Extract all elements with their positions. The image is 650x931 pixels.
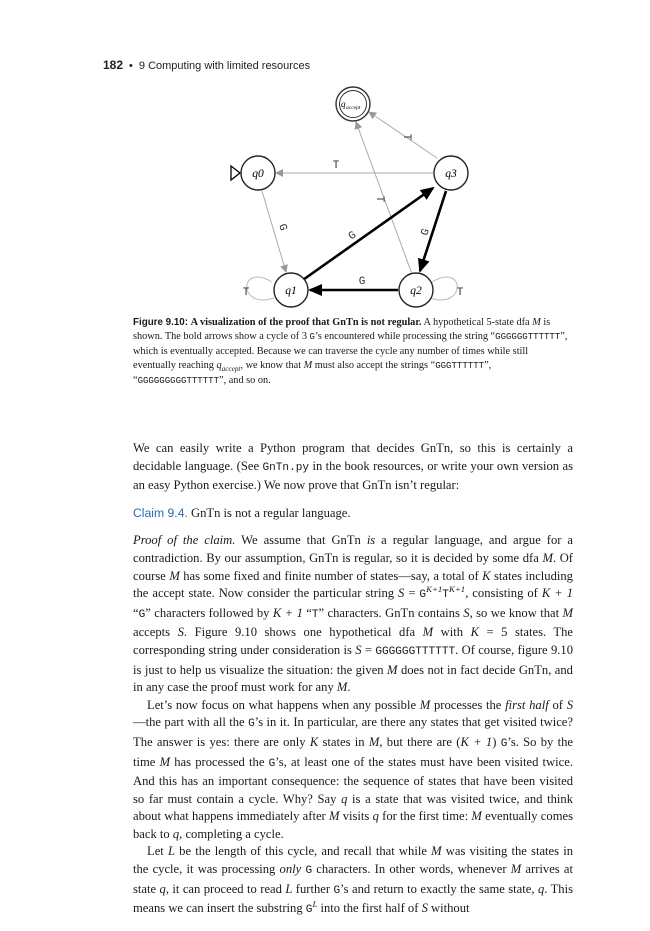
- caption-text: must also accept the strings “: [312, 360, 436, 372]
- text: We assume that GnTn: [235, 533, 367, 548]
- figure-label: Figure 9.10:: [133, 317, 188, 328]
- text: We can easily write a Python program that decides GnTn, so this is certainly a decidable language. (See: [133, 441, 573, 473]
- var: M: [328, 809, 340, 824]
- code: G: [248, 718, 255, 731]
- caption-text: A hypothetical 5-state dfa: [421, 317, 533, 328]
- text: for the first time:: [378, 809, 472, 824]
- state-q3: [434, 156, 468, 190]
- text: , so we know that: [469, 605, 563, 620]
- var: q: [341, 791, 348, 806]
- caption-code: GGGTTTTTT: [435, 360, 485, 372]
- file-name: GnTn.py: [262, 461, 310, 474]
- caption-text: ’s encountered while processing the string “: [314, 331, 496, 343]
- code: G: [305, 904, 313, 917]
- var: M: [471, 809, 482, 824]
- label-q2-q2: T: [456, 287, 464, 299]
- state-accept-label: q: [341, 99, 346, 109]
- label-q0-q1: G: [275, 222, 289, 233]
- text: does not in fact decide GnTn, and in any case the proof must work for any: [133, 662, 573, 695]
- caption-code: GGGGGGTTTTTT: [495, 331, 561, 343]
- state-q2-label: q2: [410, 285, 422, 297]
- var: K + 1: [460, 734, 493, 749]
- text: in the book resources, or write your own version as an easy Python exercise.) We now prove that GnTn isn’t regular:: [133, 458, 573, 493]
- text: ” characters. GnTn contains: [318, 605, 464, 620]
- state-q1: [274, 273, 308, 307]
- text: Let: [147, 844, 168, 859]
- text: , consisting of: [465, 586, 542, 601]
- code: T: [442, 589, 449, 602]
- text: characters. In other words, whenever: [312, 862, 511, 877]
- text: further: [292, 881, 334, 896]
- code: G: [138, 608, 146, 621]
- caption-var: M: [532, 317, 541, 328]
- var: M: [510, 862, 522, 877]
- body-text: [133, 440, 573, 920]
- dfa-diagram: [0, 0, 650, 315]
- state-q1-label: q1: [285, 285, 297, 297]
- code: G: [305, 865, 313, 878]
- var: K: [482, 568, 491, 583]
- text: was visiting the states in the cycle, it was processing: [133, 844, 574, 877]
- caption-code: GGGGGGGGGTTTTTT: [137, 374, 220, 386]
- var: L: [167, 844, 175, 859]
- caption-text: ”, and so on.: [219, 374, 271, 386]
- var: S: [355, 642, 362, 657]
- figure-caption: [133, 316, 573, 388]
- text: , it can proceed to read: [165, 881, 286, 896]
- claim-label: Claim 9.4.: [133, 505, 188, 520]
- caption-var: q: [216, 360, 222, 372]
- var: M: [422, 625, 434, 640]
- code: G: [333, 884, 341, 897]
- text: =: [404, 586, 420, 601]
- label-q1-q1: T: [242, 287, 250, 299]
- var: K + 1: [272, 605, 303, 620]
- text: processes the: [430, 697, 506, 712]
- header-separator: •: [129, 60, 133, 72]
- text: =: [361, 642, 376, 657]
- text: ’s, at least one of the states must have been visited twice. And this has an important consequence: the sequence of states that have been visited so far must contain a cycle. Why? Say: [133, 754, 573, 806]
- text: into the first half of: [317, 901, 422, 916]
- paragraph: [133, 440, 573, 495]
- proof-heading: Proof of the claim.: [133, 533, 236, 548]
- var: S: [463, 605, 470, 620]
- text: , but there are (: [379, 734, 461, 749]
- text: eventually comes back to: [133, 809, 573, 841]
- code: T: [311, 608, 319, 621]
- start-arrow: [231, 166, 240, 180]
- var: S: [398, 586, 405, 601]
- text: ’s and return to exactly the same state,: [340, 881, 538, 896]
- text: . Figure 9.10 shows one hypothetical dfa: [183, 625, 423, 640]
- state-accept: [336, 87, 370, 121]
- var: K+1: [426, 583, 443, 594]
- state-q2: [399, 273, 433, 307]
- emph: first half: [505, 697, 549, 712]
- var: S: [566, 697, 573, 712]
- text: with: [433, 625, 471, 640]
- var: S: [421, 901, 428, 916]
- state-q3-label: q3: [445, 168, 457, 180]
- text: Let’s now focus on what happens when any possible: [147, 697, 420, 712]
- caption-text: is shown. The bold arrows show a cycle of 3: [133, 317, 551, 343]
- state-q0: [241, 156, 275, 190]
- text: without: [427, 901, 470, 916]
- caption-text: , we know that: [240, 360, 304, 372]
- paragraph: [133, 532, 573, 696]
- caption-var: M: [303, 360, 313, 372]
- text: ’s. So by the time: [133, 734, 574, 769]
- edge-q0-q1: [262, 191, 289, 272]
- text: . Of course, figure 9.10 is just to help us visualize the situation: the given: [133, 642, 573, 677]
- text: “: [302, 605, 312, 620]
- text: is a state that was visited twice, and think about what happens immediately after: [133, 791, 573, 824]
- emph: is: [366, 533, 376, 548]
- code: G: [500, 737, 508, 750]
- text: ” characters followed by: [145, 605, 273, 620]
- text: has some fixed and finite number of states—say, a total of: [179, 568, 483, 583]
- emph: only: [279, 862, 302, 877]
- paragraph: [133, 697, 573, 844]
- text: of: [548, 697, 567, 712]
- claim-text: GnTn is not a regular language.: [187, 505, 351, 520]
- var: M: [562, 605, 574, 620]
- text: .: [347, 680, 351, 695]
- edge-q1-q3: [300, 188, 433, 282]
- var: M: [159, 754, 171, 769]
- text: visits: [339, 809, 373, 824]
- var: M: [542, 550, 553, 565]
- text: states including the accept state. Now consider the particular string: [133, 568, 573, 601]
- text: . Of course: [133, 550, 573, 583]
- var: q: [537, 881, 545, 896]
- var: M: [169, 568, 180, 583]
- label-q3-accept: T: [400, 133, 412, 141]
- text: states in: [318, 734, 369, 749]
- var: M: [368, 734, 380, 749]
- text: ): [492, 734, 501, 749]
- text: a regular language, and argue for a contradiction. By our assumption, GnTn is regular, so it is decided by some dfa: [133, 533, 573, 565]
- var: M: [387, 662, 398, 677]
- text: ’s in it. In particular, are there any states that get visited twice? The answer is yes: there are only: [133, 715, 573, 749]
- label-q1-q3: G: [346, 229, 360, 244]
- text: has processed the: [170, 754, 269, 769]
- paragraph: [133, 843, 573, 919]
- label-q3-q2: G: [419, 227, 433, 238]
- var: S: [177, 625, 184, 640]
- var: M: [419, 697, 431, 712]
- code: G: [268, 757, 276, 770]
- figure-title: A visualization of the proof that GnTn is not regular.: [190, 317, 422, 328]
- text: be the length of this cycle, and recall that while: [174, 844, 432, 859]
- label-q3-q0: T: [332, 160, 340, 172]
- var: M: [336, 680, 348, 695]
- page-number: 182: [103, 58, 124, 72]
- caption-text: ”, which is eventually accepted. Because we can traverse the cycle any number of times while still eventually reaching: [133, 331, 568, 372]
- text: = 5 states. The corresponding string under consideration is: [133, 625, 573, 657]
- running-title: 9 Computing with limited resources: [138, 60, 311, 72]
- code: GGGGGGTTTTTT: [375, 645, 456, 658]
- caption-sub: accept: [221, 365, 241, 374]
- caption-text: ”, “: [133, 360, 492, 386]
- text: accepts: [133, 625, 178, 640]
- label-q2-q1: G: [358, 276, 366, 288]
- state-q0-label: q0: [252, 168, 264, 180]
- var: L: [312, 899, 318, 910]
- loop-q2: [430, 277, 457, 300]
- loop-q1: [247, 277, 274, 300]
- var: K: [309, 734, 319, 749]
- claim: [133, 505, 573, 523]
- var: M: [431, 844, 442, 859]
- var: L: [285, 881, 293, 896]
- text: arrives at state: [133, 862, 573, 896]
- code: G: [419, 589, 427, 602]
- text: . This means we can insert the substring: [133, 881, 573, 916]
- var: K + 1: [541, 586, 573, 601]
- var: q: [159, 881, 166, 896]
- label-q2-accept: T: [373, 195, 385, 203]
- var: K+1: [448, 583, 466, 594]
- var: q: [172, 826, 180, 841]
- caption-code: G: [309, 331, 315, 343]
- state-accept-sub: accept: [346, 105, 361, 111]
- text: , completing a cycle.: [179, 826, 284, 841]
- var: K: [470, 625, 480, 640]
- var: q: [372, 809, 379, 824]
- text: —the part with all the: [133, 715, 249, 730]
- text: “: [133, 605, 139, 620]
